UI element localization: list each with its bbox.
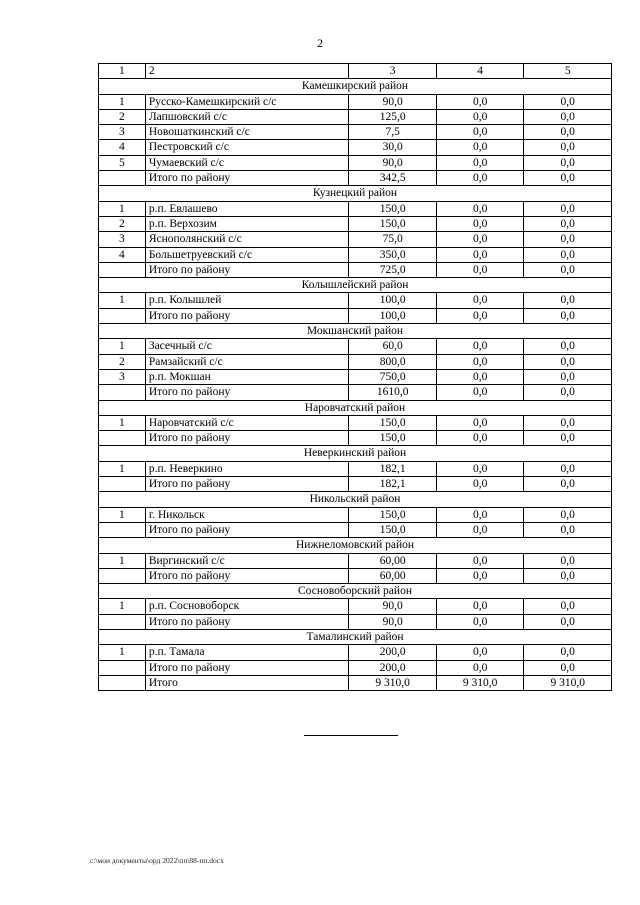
col4-cell: 0,0 (436, 553, 524, 568)
row-number-cell: 5 (99, 155, 146, 170)
header-row (99, 64, 612, 79)
name-cell: р.п. Сосновоборск (145, 599, 349, 614)
name-cell: Яснополянский с/с (145, 232, 349, 247)
col5-cell: 0,0 (524, 522, 612, 537)
col4-cell: 0,0 (436, 216, 524, 231)
district-header-row (99, 584, 612, 599)
amount-cell: 182,1 (349, 461, 437, 476)
amount-cell: 150,0 (349, 216, 437, 231)
district-title: Наровчатский район (99, 400, 612, 415)
col4-cell: 0,0 (436, 201, 524, 216)
district-header-row (99, 324, 612, 339)
amount-cell: 9 310,0 (349, 675, 437, 690)
name-cell: р.п. Мокшан (145, 369, 349, 384)
amount-cell: 60,00 (349, 553, 437, 568)
amount-cell: 1610,0 (349, 385, 437, 400)
col4-cell: 0,0 (436, 155, 524, 170)
amount-cell: 90,0 (349, 94, 437, 109)
amount-cell: 150,0 (349, 415, 437, 430)
table-row (99, 339, 612, 354)
row-number-cell (99, 568, 146, 583)
col4-cell: 0,0 (436, 354, 524, 369)
col5-cell: 0,0 (524, 216, 612, 231)
amount-cell: 125,0 (349, 109, 437, 124)
district-header-row (99, 446, 612, 461)
col4-cell: 0,0 (436, 568, 524, 583)
table-row (99, 415, 612, 430)
name-cell: Итого по району (145, 385, 349, 400)
col5-cell: 0,0 (524, 599, 612, 614)
col5-cell: 0,0 (524, 262, 612, 277)
col5-cell: 0,0 (524, 201, 612, 216)
amount-cell: 90,0 (349, 155, 437, 170)
row-number-cell: 1 (99, 94, 146, 109)
district-total-row (99, 614, 612, 629)
col4-cell: 0,0 (436, 125, 524, 140)
amount-cell: 200,0 (349, 645, 437, 660)
district-header-row (99, 400, 612, 415)
district-title: Никольский район (99, 492, 612, 507)
amount-cell: 200,0 (349, 660, 437, 675)
col4-cell: 0,0 (436, 232, 524, 247)
row-number-cell: 3 (99, 125, 146, 140)
col5-cell: 0,0 (524, 645, 612, 660)
amount-cell: 150,0 (349, 522, 437, 537)
table-row (99, 216, 612, 231)
row-number-cell: 1 (99, 507, 146, 522)
district-title: Тамалинский район (99, 629, 612, 644)
row-number-cell: 4 (99, 247, 146, 262)
col4-cell: 0,0 (436, 461, 524, 476)
col5-cell: 0,0 (524, 155, 612, 170)
table-row (99, 201, 612, 216)
table-row (99, 369, 612, 384)
name-cell: Итого по району (145, 171, 349, 186)
row-number-cell: 1 (99, 599, 146, 614)
col4-cell: 0,0 (436, 645, 524, 660)
amount-cell: 342,5 (349, 171, 437, 186)
col4-cell: 0,0 (436, 94, 524, 109)
col5-cell: 5 (524, 64, 612, 79)
col4-cell: 9 310,0 (436, 675, 524, 690)
district-total-row (99, 477, 612, 492)
amount-cell: 725,0 (349, 262, 437, 277)
district-total-row (99, 568, 612, 583)
row-number-cell: 1 (99, 415, 146, 430)
col4-cell: 0,0 (436, 431, 524, 446)
district-header-row (99, 278, 612, 293)
district-total-row (99, 660, 612, 675)
district-header-row (99, 538, 612, 553)
row-number-cell: 1 (99, 293, 146, 308)
name-cell: Пестровский с/с (145, 140, 349, 155)
district-title: Мокшанский район (99, 324, 612, 339)
table-row (99, 140, 612, 155)
col4-cell: 0,0 (436, 339, 524, 354)
row-number-cell: 2 (99, 354, 146, 369)
district-title: Нижнеломовский район (99, 538, 612, 553)
name-cell: Итого по району (145, 431, 349, 446)
footer-file-path: c:\мои документы\орд 2022\пп\88-пп.docx (90, 856, 224, 865)
row-number-cell: 1 (99, 339, 146, 354)
table-row (99, 155, 612, 170)
district-title: Кузнецкий район (99, 186, 612, 201)
col5-cell: 0,0 (524, 415, 612, 430)
col4-cell: 4 (436, 64, 524, 79)
col5-cell: 0,0 (524, 385, 612, 400)
name-cell: Итого по району (145, 614, 349, 629)
col5-cell: 0,0 (524, 461, 612, 476)
col4-cell: 0,0 (436, 477, 524, 492)
col4-cell: 0,0 (436, 415, 524, 430)
col4-cell: 0,0 (436, 522, 524, 537)
name-cell: р.п. Евлашево (145, 201, 349, 216)
col5-cell: 9 310,0 (524, 675, 612, 690)
table-row (99, 247, 612, 262)
table-row (99, 645, 612, 660)
table-row (99, 125, 612, 140)
name-cell: Итого по району (145, 568, 349, 583)
district-total-row (99, 431, 612, 446)
name-cell: г. Никольск (145, 507, 349, 522)
district-header-row (99, 79, 612, 94)
row-number-cell (99, 308, 146, 323)
table-row (99, 354, 612, 369)
row-number-cell: 2 (99, 109, 146, 124)
name-cell: Итого по району (145, 308, 349, 323)
name-cell: Итого по району (145, 660, 349, 675)
table-row (99, 109, 612, 124)
col4-cell: 0,0 (436, 171, 524, 186)
name-cell: р.п. Верхозим (145, 216, 349, 231)
district-total-row (99, 171, 612, 186)
col5-cell: 0,0 (524, 431, 612, 446)
col5-cell: 0,0 (524, 477, 612, 492)
table-row (99, 553, 612, 568)
col5-cell: 0,0 (524, 308, 612, 323)
table-row (99, 94, 612, 109)
row-number-cell (99, 262, 146, 277)
amount-cell: 7,5 (349, 125, 437, 140)
row-number-cell: 1 (99, 201, 146, 216)
name-cell: р.п. Тамала (145, 645, 349, 660)
amount-cell: 100,0 (349, 308, 437, 323)
district-title: Камешкирский район (99, 79, 612, 94)
table-row (99, 293, 612, 308)
district-total-row (99, 262, 612, 277)
district-header-row (99, 492, 612, 507)
row-number-cell (99, 431, 146, 446)
col5-cell: 0,0 (524, 247, 612, 262)
col5-cell: 0,0 (524, 354, 612, 369)
col5-cell: 0,0 (524, 109, 612, 124)
col4-cell: 0,0 (436, 614, 524, 629)
row-number-cell (99, 614, 146, 629)
row-number-cell: 4 (99, 140, 146, 155)
name-cell: Итого по району (145, 477, 349, 492)
col5-cell: 0,0 (524, 507, 612, 522)
col5-cell: 0,0 (524, 614, 612, 629)
row-number-cell: 1 (99, 461, 146, 476)
amount-cell: 90,0 (349, 599, 437, 614)
row-number-cell: 1 (99, 64, 146, 79)
col5-cell: 0,0 (524, 94, 612, 109)
row-number-cell (99, 660, 146, 675)
name-cell: Итого по району (145, 262, 349, 277)
allocation-table (98, 63, 612, 691)
row-number-cell: 1 (99, 553, 146, 568)
page-number: 2 (317, 36, 323, 50)
col4-cell: 0,0 (436, 247, 524, 262)
amount-cell: 75,0 (349, 232, 437, 247)
col4-cell: 0,0 (436, 140, 524, 155)
amount-cell: 30,0 (349, 140, 437, 155)
col4-cell: 0,0 (436, 385, 524, 400)
col4-cell: 0,0 (436, 660, 524, 675)
table-row (99, 599, 612, 614)
amount-cell: 60,00 (349, 568, 437, 583)
col5-cell: 0,0 (524, 232, 612, 247)
col4-cell: 0,0 (436, 599, 524, 614)
col4-cell: 0,0 (436, 109, 524, 124)
district-title: Неверкинский район (99, 446, 612, 461)
amount-cell: 800,0 (349, 354, 437, 369)
row-number-cell: 2 (99, 216, 146, 231)
amount-cell: 150,0 (349, 507, 437, 522)
name-cell: Рамзайский с/с (145, 354, 349, 369)
col4-cell: 0,0 (436, 507, 524, 522)
table-row (99, 232, 612, 247)
col4-cell: 0,0 (436, 308, 524, 323)
district-total-row (99, 385, 612, 400)
name-cell: Итого (145, 675, 349, 690)
amount-cell: 182,1 (349, 477, 437, 492)
name-cell: р.п. Неверкино (145, 461, 349, 476)
col5-cell: 0,0 (524, 293, 612, 308)
signature-rule (304, 735, 398, 736)
row-number-cell (99, 675, 146, 690)
col5-cell: 0,0 (524, 140, 612, 155)
name-cell: Лапшовский с/с (145, 109, 349, 124)
table-row (99, 507, 612, 522)
row-number-cell (99, 522, 146, 537)
district-title: Колышлейский район (99, 278, 612, 293)
district-total-row (99, 308, 612, 323)
name-cell: Новошаткинский с/с (145, 125, 349, 140)
row-number-cell: 3 (99, 369, 146, 384)
amount-cell: 150,0 (349, 431, 437, 446)
name-cell: Засечный с/с (145, 339, 349, 354)
name-cell: Виргинский с/с (145, 553, 349, 568)
name-cell: р.п. Колышлей (145, 293, 349, 308)
name-cell: 2 (145, 64, 349, 79)
col4-cell: 0,0 (436, 293, 524, 308)
col5-cell: 0,0 (524, 660, 612, 675)
district-total-row (99, 522, 612, 537)
name-cell: Чумаевский с/с (145, 155, 349, 170)
table-row (99, 461, 612, 476)
amount-cell: 90,0 (349, 614, 437, 629)
row-number-cell (99, 171, 146, 186)
col4-cell: 0,0 (436, 369, 524, 384)
name-cell: Итого по району (145, 522, 349, 537)
col5-cell: 0,0 (524, 125, 612, 140)
table-body (99, 64, 612, 691)
district-header-row (99, 629, 612, 644)
amount-cell: 350,0 (349, 247, 437, 262)
col5-cell: 0,0 (524, 553, 612, 568)
amount-cell: 100,0 (349, 293, 437, 308)
amount-cell: 150,0 (349, 201, 437, 216)
amount-cell: 60,0 (349, 339, 437, 354)
row-number-cell: 1 (99, 645, 146, 660)
district-title: Сосновоборский район (99, 584, 612, 599)
row-number-cell: 3 (99, 232, 146, 247)
col5-cell: 0,0 (524, 369, 612, 384)
col5-cell: 0,0 (524, 568, 612, 583)
amount-cell: 3 (349, 64, 437, 79)
row-number-cell (99, 477, 146, 492)
name-cell: Русско-Камешкирский с/с (145, 94, 349, 109)
col5-cell: 0,0 (524, 339, 612, 354)
col5-cell: 0,0 (524, 171, 612, 186)
col4-cell: 0,0 (436, 262, 524, 277)
amount-cell: 750,0 (349, 369, 437, 384)
name-cell: Большетруевский с/с (145, 247, 349, 262)
row-number-cell (99, 385, 146, 400)
name-cell: Наровчатский с/с (145, 415, 349, 430)
district-header-row (99, 186, 612, 201)
grand-total-row (99, 675, 612, 690)
